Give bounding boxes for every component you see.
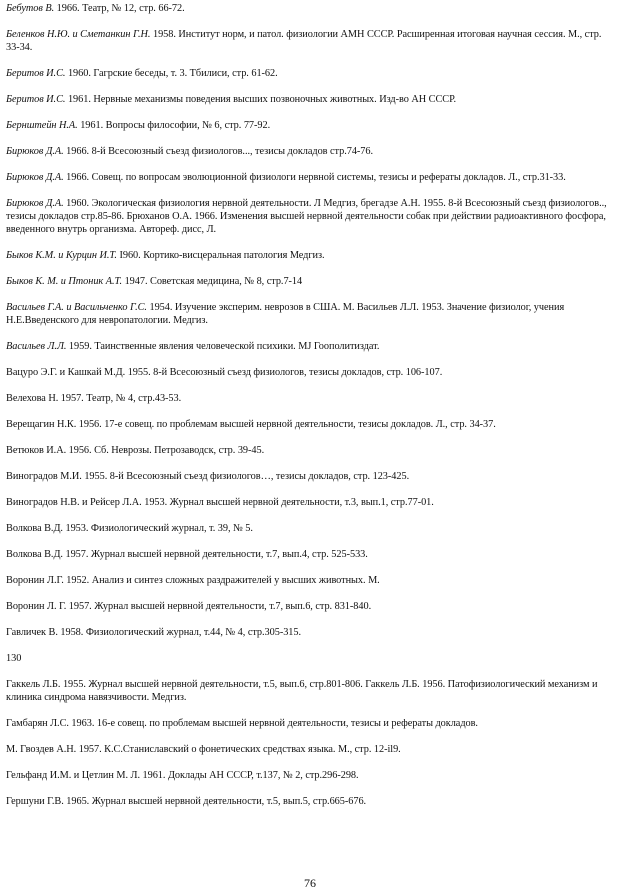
reference-text: М. Гвоздев А.Н. 1957. К.С.Станиславский о фонетических средствах языка. М., стр. 12-il9. xyxy=(6,744,401,755)
reference-text: 1966. Театр, № 12, стр. 66-72. xyxy=(54,3,185,14)
reference-author: Беритов И.С. xyxy=(6,94,66,105)
reference-text: 1966. 8-й Всесоюзный съезд физиологов..., тезисы докладов стр.74-76. xyxy=(63,146,374,157)
reference-author: Беритов И.С. xyxy=(6,68,66,79)
reference-text: 1958. Институт норм, и патол. физиологии АМН СССР. Расширенная итоговая научная сессия. М., стр. 33-34. xyxy=(6,29,602,53)
reference-text: Гамбарян Л.С. 1963. 16-е совещ. по проблемам высшей нервной деятельности, тезисы и рефераты докладов. xyxy=(6,718,478,729)
reference-entry xyxy=(6,275,614,288)
reference-author: Быков К.М. и Курцин И.Т. xyxy=(6,250,117,261)
reference-entry xyxy=(6,548,614,561)
reference-text: Воронин Л. Г. 1957. Журнал высшей нервной деятельности, т.7, вып.6, стр. 831-840. xyxy=(6,601,372,612)
reference-text: 1959. Таинственные явления человеческой психики. MJ Гоополитиздат. xyxy=(66,341,380,352)
reference-entry xyxy=(6,145,614,158)
reference-entry xyxy=(6,249,614,262)
reference-author: Бирюков Д.А. xyxy=(6,172,64,183)
reference-text: 1947. Советская медицина, № 8, стр.7-14 xyxy=(122,276,303,287)
reference-text: Гавличек В. 1958. Физиологический журнал, т.44, № 4, стр.305-315. xyxy=(6,627,302,638)
reference-text: 1960. Экологическая физиология нервной деятельности. Л Медгиз, брегадзе А.Н. 1955. 8-й Всесоюзный съезд физиологов.., тезисы докладов стр.85-86. Брюханов О.А. 1966. Изменения высшей нервной деятельности собак при действии радиоактивного фосфора, введенного внутрь организма. Автореф. дисс, Л. xyxy=(6,198,607,235)
reference-author: Бебутов В. xyxy=(6,3,55,14)
page-body xyxy=(6,2,614,821)
reference-text: Гершуни Г.В. 1965. Журнал высшей нервной деятельности, т.5, вып.5, стр.665-676. xyxy=(6,796,367,807)
reference-author: Бернштейн Н.А. xyxy=(6,120,78,131)
reference-entry xyxy=(6,2,614,15)
reference-entry xyxy=(6,743,614,756)
reference-text: Виноградов Н.В. и Рейсер Л.А. 1953. Журнал высшей нервной деятельности, т.3, вып.1, стр.77-01. xyxy=(6,497,434,508)
reference-author: Васильев Л.Л. xyxy=(6,341,67,352)
reference-entry xyxy=(6,418,614,431)
reference-text: 1960. Гагрские беседы, т. 3. Тбилиси, стр. 61-62. xyxy=(65,68,278,79)
reference-entry xyxy=(6,470,614,483)
reference-entry xyxy=(6,67,614,80)
reference-text: Гельфанд И.М. и Цетлин М. Л. 1961. Доклады АН СССР, т.137, № 2, стр.296-298. xyxy=(6,770,359,781)
reference-list xyxy=(6,2,614,639)
reference-entry xyxy=(6,301,614,327)
reference-text: Ветюков И.А. 1956. Сб. Неврозы. Петрозаводск, стр. 39-45. xyxy=(6,445,265,456)
reference-entry xyxy=(6,626,614,639)
reference-entry xyxy=(6,574,614,587)
reference-author: Быков К. М. и Птоник А.Т. xyxy=(6,276,123,287)
reference-text: 1961. Нервные механизмы поведения высших позвоночных животных. Изд-во АН СССР. xyxy=(65,94,457,105)
reference-text: 1954. Изучение эксперим. неврозов в США. М. Васильев Л.Л. 1953. Значение физиолог, учения Н.Е.Введенского для невропатологии. Медгиз. xyxy=(6,302,565,326)
reference-entry xyxy=(6,795,614,808)
reference-text: Волкова В.Д. 1957. Журнал высшей нервной деятельности, т.7, вып.4, стр. 525-533. xyxy=(6,549,368,560)
reference-entry xyxy=(6,769,614,782)
reference-author: Бирюков Д.А. xyxy=(6,146,64,157)
reference-text: Верещагин Н.К. 1956. 17-е совещ. по проблемам высшей нервной деятельности, тезисы докладов. Л., стр. 34-37. xyxy=(6,419,496,430)
reference-entry xyxy=(6,340,614,353)
inline-page-number: 130 xyxy=(6,653,22,664)
reference-entry xyxy=(6,119,614,132)
reference-entry xyxy=(6,444,614,457)
reference-author: Васильев Г.А. и Васильченко Г.С. xyxy=(6,302,147,313)
reference-entry xyxy=(6,678,614,704)
page-number: 76 xyxy=(304,876,316,890)
reference-text: Гаккель Л.Б. 1955. Журнал высшей нервной деятельности, т.5, вып.6, стр.801-806. Гаккель Л.Б. 1956. Патофизиологический механизм и клиника синдрома навязчивости. Медгиз. xyxy=(6,679,598,703)
reference-entry xyxy=(6,171,614,184)
reference-text: 1966. Совещ. по вопросам эволюционной физиологи нервной системы, тезисы и рефераты докладов. Л., стр.31-33. xyxy=(63,172,566,183)
reference-entry xyxy=(6,392,614,405)
reference-entry xyxy=(6,496,614,509)
reference-text: Воронин Л.Г. 1952. Анализ и синтез сложных раздражителей у высших животных. М. xyxy=(6,575,380,586)
reference-text: I960. Кортико-висцеральная патология Медгиз. xyxy=(116,250,325,261)
reference-entry xyxy=(6,366,614,379)
reference-author: Бирюков Д.А. xyxy=(6,198,64,209)
reference-entry xyxy=(6,717,614,730)
reference-text: Волкова В.Д. 1953. Физиологический журнал, т. 39, № 5. xyxy=(6,523,253,534)
reference-text: Виноградов М.И. 1955. 8-й Всесоюзный съезд физиологов…, тезисы докладов, стр. 123-425. xyxy=(6,471,410,482)
reference-text: Вацуро Э.Г. и Кашкай М.Д. 1955. 8-й Всесоюзный съезд физиологов, тезисы докладов, стр. 106-107. xyxy=(6,367,443,378)
reference-entry xyxy=(6,197,614,236)
reference-entry xyxy=(6,93,614,106)
reference-text: Велехова Н. 1957. Театр, № 4, стр.43-53. xyxy=(6,393,182,404)
reference-entry xyxy=(6,600,614,613)
reference-entry xyxy=(6,28,614,54)
reference-entry xyxy=(6,522,614,535)
reference-text: 1961. Вопросы философии, № 6, стр. 77-92. xyxy=(77,120,271,131)
reference-author: Беленков Н.Ю. и Сметанкин Г.Н. xyxy=(6,29,151,40)
reference-list-continued xyxy=(6,678,614,808)
